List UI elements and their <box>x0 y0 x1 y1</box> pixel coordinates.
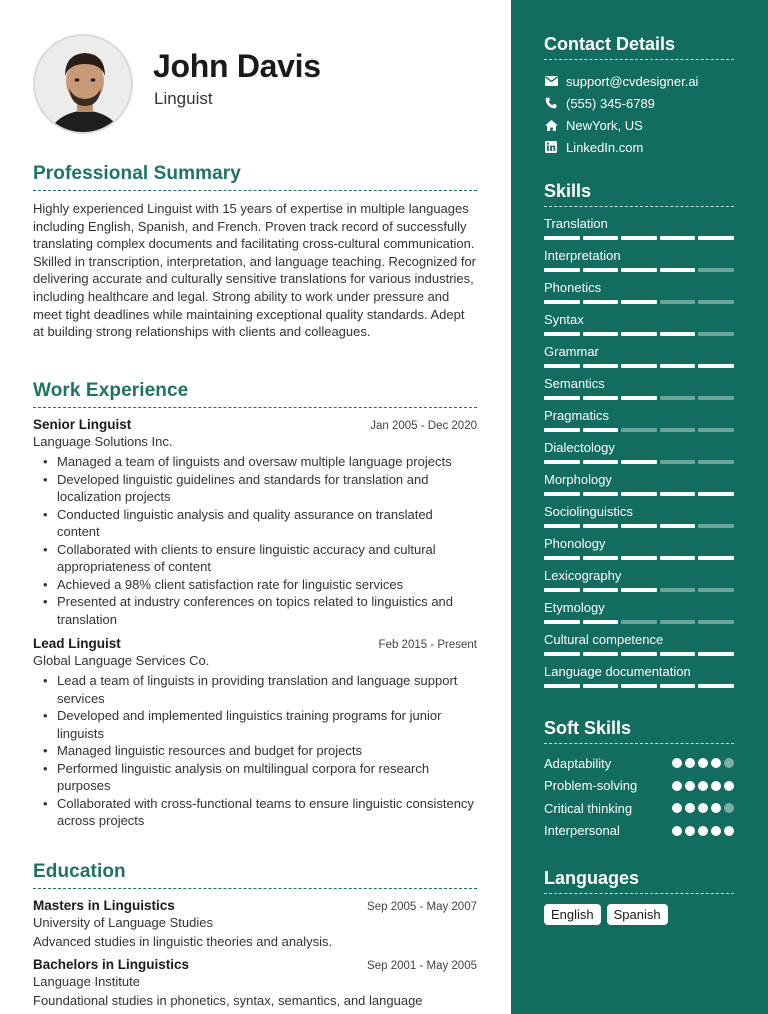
rating-dot <box>672 826 682 836</box>
list-item: • Achieved a 98% client satisfaction rate for linguistic services <box>39 576 477 594</box>
skill-level-segment <box>583 556 619 560</box>
skill-name: Etymology <box>544 600 605 615</box>
skill-level-segment <box>583 524 619 528</box>
skill-level-bar <box>544 556 734 560</box>
phone-icon <box>544 96 558 110</box>
rating-dot <box>711 803 721 813</box>
skill-level-bar <box>544 492 734 496</box>
skill-name: Cultural competence <box>544 632 664 647</box>
skills-list <box>544 215 734 695</box>
job-bullets <box>33 453 477 628</box>
job-company: Global Language Services Co. <box>33 653 210 668</box>
skill-level-segment <box>621 524 657 528</box>
education-description: Advanced studies in linguistic theories and analysis. <box>33 934 333 949</box>
linkedin-icon <box>544 140 558 154</box>
education-description: Foundational studies in phonetics, syntax, semantics, and language <box>33 993 423 1008</box>
skill-level-segment <box>583 652 619 656</box>
candidate-title: Linguist <box>154 89 213 108</box>
skill-name: Sociolinguistics <box>544 504 633 519</box>
rating-dot <box>672 758 682 768</box>
home-icon <box>544 118 558 132</box>
profile-photo <box>35 36 133 134</box>
list-item: • Developed and implemented linguistics training programs for junior linguists <box>39 707 477 742</box>
skill-level-segment <box>698 268 734 272</box>
soft-skills-section <box>544 718 734 842</box>
skill-level-segment <box>698 524 734 528</box>
skill-level-segment <box>698 588 734 592</box>
skill-name: Translation <box>544 216 608 231</box>
skill-level-segment <box>583 236 619 240</box>
job-dates: Feb 2015 - Present <box>378 639 477 651</box>
skill-level-segment <box>544 652 580 656</box>
skill-item <box>544 631 734 663</box>
skill-level-segment <box>621 684 657 688</box>
list-item: • Managed linguistic resources and budget for projects <box>39 742 477 760</box>
skill-level-segment <box>583 620 619 624</box>
contact-email[interactable] <box>544 70 734 92</box>
skill-level-segment <box>698 684 734 688</box>
skill-level-segment <box>583 588 619 592</box>
skill-item <box>544 215 734 247</box>
skill-level-segment <box>660 396 696 400</box>
skill-level-segment <box>544 620 580 624</box>
soft-skills-list <box>544 752 734 842</box>
skill-level-segment <box>660 524 696 528</box>
skill-level-segment <box>660 588 696 592</box>
section-title: Professional Summary <box>33 163 477 191</box>
skill-level-segment <box>544 492 580 496</box>
skill-item <box>544 279 734 311</box>
skill-level-bar <box>544 428 734 432</box>
contact-location <box>544 114 734 136</box>
job-title: Lead Linguist <box>33 636 121 651</box>
soft-skill-name: Interpersonal <box>544 823 620 839</box>
skill-item <box>544 375 734 407</box>
skill-item <box>544 343 734 375</box>
education-dates: Sep 2005 - May 2007 <box>367 901 477 913</box>
list-item: • Lead a team of linguists in providing translation and language support services <box>39 672 477 707</box>
rating-dot <box>698 803 708 813</box>
job-title: Senior Linguist <box>33 417 132 432</box>
skill-level-segment <box>544 524 580 528</box>
soft-skill-name: Adaptability <box>544 755 612 771</box>
skill-level-segment <box>698 300 734 304</box>
skill-level-bar <box>544 524 734 528</box>
skill-level-bar <box>544 460 734 464</box>
skill-level-segment <box>621 364 657 368</box>
skill-level-segment <box>544 460 580 464</box>
skill-level-segment <box>544 588 580 592</box>
contact-text: support@cvdesigner.ai <box>566 73 699 89</box>
skill-level-segment <box>621 460 657 464</box>
section-title: Education <box>33 861 477 889</box>
skill-name: Dialectology <box>544 440 615 455</box>
list-item: • Collaborated with clients to ensure linguistic accuracy and cultural appropriateness of content <box>39 541 477 576</box>
skill-level-segment <box>621 652 657 656</box>
skill-level-bar <box>544 588 734 592</box>
degree: Bachelors in Linguistics <box>33 957 190 972</box>
job-entry <box>33 417 477 628</box>
section-title: Languages <box>544 868 734 894</box>
contact-section <box>544 34 734 158</box>
rating-dot <box>724 758 734 768</box>
skill-level-segment <box>698 492 734 496</box>
skill-level-segment <box>544 332 580 336</box>
skill-item <box>544 567 734 599</box>
skill-level-segment <box>698 332 734 336</box>
skill-level-segment <box>660 364 696 368</box>
language-tag: English <box>544 904 601 925</box>
skill-level-segment <box>544 428 580 432</box>
rating-dot <box>672 803 682 813</box>
skill-level-segment <box>660 236 696 240</box>
rating-dot <box>711 758 721 768</box>
soft-skill-item <box>544 797 734 820</box>
soft-skill-item <box>544 820 734 843</box>
languages-section <box>544 868 734 925</box>
skill-level-segment <box>621 492 657 496</box>
skill-level-segment <box>621 588 657 592</box>
rating-dot <box>724 803 734 813</box>
skill-level-segment <box>698 460 734 464</box>
skill-item <box>544 471 734 503</box>
skill-level-segment <box>698 364 734 368</box>
skill-name: Grammar <box>544 344 599 359</box>
skill-item <box>544 439 734 471</box>
skill-level-segment <box>660 268 696 272</box>
rating-dot <box>685 781 695 791</box>
school: Language Institute <box>33 974 140 989</box>
job-bullets <box>33 672 477 830</box>
skill-name: Phonology <box>544 536 606 551</box>
skill-level-segment <box>660 460 696 464</box>
rating-dot <box>672 781 682 791</box>
skill-level-segment <box>621 236 657 240</box>
skill-level-bar <box>544 620 734 624</box>
email-icon <box>544 74 558 88</box>
list-item: • Developed linguistic guidelines and standards for translation and localization projects <box>39 471 477 506</box>
skill-level-segment <box>660 300 696 304</box>
skill-level-segment <box>583 332 619 336</box>
rating-dot <box>685 803 695 813</box>
skill-name: Interpretation <box>544 248 621 263</box>
education-dates: Sep 2001 - May 2005 <box>367 960 477 972</box>
section-title: Work Experience <box>33 380 477 408</box>
skill-name: Lexicography <box>544 568 622 583</box>
skill-item <box>544 503 734 535</box>
education-section <box>33 861 477 1014</box>
skill-level-bar <box>544 268 734 272</box>
soft-skill-item <box>544 752 734 775</box>
soft-skill-rating <box>672 781 734 791</box>
contact-text: NewYork, US <box>566 117 643 133</box>
summary-text: Highly experienced Linguist with 15 years of expertise in multiple languages including English, Spanish, and French. Proven track record of successfully translating complex documents and facilitating cross-cultural communication. Skilled in transcription, interpretation, and language teaching. Recognized for delivering accurate and culturally sensitive translations for various industries, including healthcare and legal. Strong ability to work under pressure and meet tight deadlines while maintaining exceptional quality standards. Adept at building strong relationships with clients and colleagues. <box>33 201 476 340</box>
skill-level-segment <box>698 652 734 656</box>
skill-level-segment <box>544 396 580 400</box>
section-title: Contact Details <box>544 34 734 60</box>
skills-section <box>544 181 734 695</box>
list-item: • Managed a team of linguists and oversaw multiple language projects <box>39 453 477 471</box>
education-entry <box>33 898 477 949</box>
education-entry <box>33 957 477 1008</box>
skill-level-segment <box>583 364 619 368</box>
skill-level-segment <box>698 428 734 432</box>
skill-item <box>544 599 734 631</box>
list-item: • Collaborated with cross-functional teams to ensure linguistic consistency across projects <box>39 795 477 830</box>
job-dates: Jan 2005 - Dec 2020 <box>370 420 477 432</box>
skill-level-segment <box>544 300 580 304</box>
skill-level-segment <box>583 396 619 400</box>
skill-level-segment <box>621 268 657 272</box>
skill-name: Pragmatics <box>544 408 610 423</box>
skill-level-segment <box>698 396 734 400</box>
section-title: Skills <box>544 181 734 207</box>
skill-level-segment <box>698 236 734 240</box>
skill-level-segment <box>660 620 696 624</box>
skill-item <box>544 311 734 343</box>
skill-level-segment <box>660 684 696 688</box>
skill-level-segment <box>544 236 580 240</box>
rating-dot <box>724 826 734 836</box>
skill-level-segment <box>544 364 580 368</box>
rating-dot <box>698 826 708 836</box>
skill-level-bar <box>544 364 734 368</box>
soft-skill-name: Critical thinking <box>544 800 633 816</box>
contact-phone[interactable] <box>544 92 734 114</box>
professional-summary-section <box>33 163 477 341</box>
avatar <box>33 34 133 134</box>
skill-level-segment <box>621 428 657 432</box>
skill-level-bar <box>544 652 734 656</box>
list-item: • Performed linguistic analysis on multilingual corpora for research purposes <box>39 760 477 795</box>
job-entry <box>33 636 477 830</box>
contact-linkedin[interactable] <box>544 136 734 158</box>
skill-level-segment <box>583 684 619 688</box>
skill-name: Language documentation <box>544 664 691 679</box>
contact-text: (555) 345-6789 <box>566 95 655 111</box>
skill-name: Semantics <box>544 376 605 391</box>
job-company: Language Solutions Inc. <box>33 434 173 449</box>
language-tags <box>544 904 734 925</box>
list-item: • Conducted linguistic analysis and quality assurance on translated content <box>39 506 477 541</box>
rating-dot <box>724 781 734 791</box>
skill-level-segment <box>583 268 619 272</box>
skill-level-segment <box>660 428 696 432</box>
section-title: Soft Skills <box>544 718 734 744</box>
skill-level-segment <box>621 300 657 304</box>
rating-dot <box>698 758 708 768</box>
work-experience-section <box>33 380 477 838</box>
rating-dot <box>711 826 721 836</box>
skill-level-bar <box>544 396 734 400</box>
language-tag: Spanish <box>607 904 668 925</box>
skill-level-bar <box>544 236 734 240</box>
skill-level-segment <box>660 492 696 496</box>
skill-level-segment <box>621 620 657 624</box>
skill-name: Phonetics <box>544 280 602 295</box>
skill-level-segment <box>698 556 734 560</box>
skill-level-segment <box>544 268 580 272</box>
skill-level-segment <box>583 492 619 496</box>
rating-dot <box>711 781 721 791</box>
skill-item <box>544 407 734 439</box>
rating-dot <box>685 826 695 836</box>
skill-level-segment <box>621 556 657 560</box>
degree: Masters in Linguistics <box>33 898 175 913</box>
skill-level-segment <box>660 332 696 336</box>
skill-level-bar <box>544 300 734 304</box>
soft-skill-rating <box>672 758 734 768</box>
sidebar <box>511 0 768 1014</box>
school: University of Language Studies <box>33 915 213 930</box>
skill-level-segment <box>583 300 619 304</box>
contact-text: LinkedIn.com <box>566 139 644 155</box>
soft-skill-rating <box>672 803 734 813</box>
skill-level-segment <box>660 652 696 656</box>
skill-level-segment <box>583 460 619 464</box>
skill-level-segment <box>698 620 734 624</box>
soft-skill-name: Problem-solving <box>544 778 638 794</box>
list-item: • Presented at industry conferences on topics related to linguistics and translation <box>39 593 477 628</box>
skill-name: Morphology <box>544 472 612 487</box>
skill-level-segment <box>544 556 580 560</box>
skill-level-segment <box>660 556 696 560</box>
skill-item <box>544 247 734 279</box>
skill-level-bar <box>544 332 734 336</box>
skill-level-segment <box>544 684 580 688</box>
rating-dot <box>698 781 708 791</box>
skill-level-segment <box>621 396 657 400</box>
skill-level-segment <box>583 428 619 432</box>
soft-skill-rating <box>672 826 734 836</box>
candidate-name: John Davis <box>153 48 321 84</box>
rating-dot <box>685 758 695 768</box>
soft-skill-item <box>544 775 734 798</box>
skill-item <box>544 535 734 567</box>
skill-level-segment <box>621 332 657 336</box>
skill-level-bar <box>544 684 734 688</box>
resume-header <box>33 34 483 134</box>
skill-name: Syntax <box>544 312 584 327</box>
skill-item <box>544 663 734 695</box>
